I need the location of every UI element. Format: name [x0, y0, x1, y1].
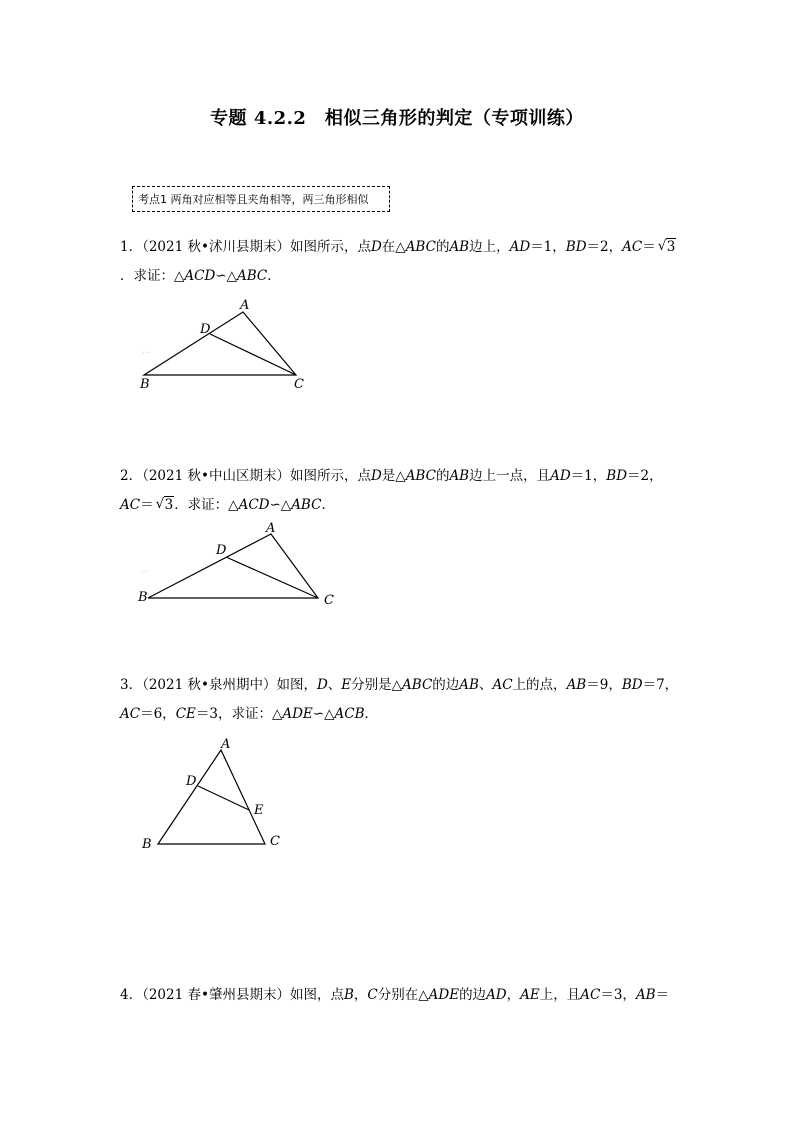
q3-text: ADE	[282, 706, 313, 722]
segment-cd	[210, 334, 296, 375]
q2-source: （2021 秋•中山区期末）	[142, 468, 290, 484]
q3-text: ABC	[402, 677, 433, 693]
q3-text: AC	[120, 706, 141, 722]
triangle-abc	[158, 750, 265, 844]
q1-text: BD	[565, 239, 587, 255]
segment-cd	[226, 557, 318, 598]
q3-text: 、	[478, 677, 493, 693]
q4-number: 4．	[120, 987, 143, 1003]
triangle-abc	[148, 534, 318, 598]
q2-text: ∽△	[269, 497, 292, 513]
q4-text: 分别在△	[377, 987, 429, 1003]
label-a: A	[266, 521, 276, 536]
q1-text: 边上，	[469, 239, 510, 255]
watermark: ...	[140, 565, 149, 575]
q1-text: ∽△	[215, 268, 237, 284]
label-a: A	[240, 298, 250, 313]
q3-text: 上的点，	[512, 677, 567, 693]
q4-text: ，	[506, 987, 521, 1003]
q3-text: 分别是△	[351, 677, 403, 693]
q2-text: ABC	[405, 468, 436, 484]
q4-text: 的边	[459, 987, 487, 1003]
q3-text: AB	[566, 677, 587, 693]
q3-text: E	[341, 677, 352, 693]
q4-text: ADE	[428, 987, 460, 1003]
figure-2	[128, 520, 348, 615]
q2-text: 如图所示，点	[289, 468, 371, 484]
q4-text: ，	[353, 987, 368, 1003]
q3-text: AB	[459, 677, 479, 693]
q1-text: AD	[509, 239, 531, 255]
q1-text: 的	[435, 239, 450, 255]
q2-number: 2．	[120, 468, 143, 484]
q3-text: 、	[327, 677, 342, 693]
q3-text: ∽△	[312, 706, 335, 722]
q1-text: ＝1，	[530, 239, 566, 255]
topic-box: 考点1 两角对应相等且夹角相等，两三角形相似	[132, 186, 390, 212]
label-a: A	[221, 737, 231, 752]
q2-text: ．	[321, 497, 335, 513]
q1-text: D	[370, 239, 382, 255]
q2-text: BD	[606, 468, 628, 484]
label-b: B	[142, 837, 152, 852]
q4-text: ＝	[655, 987, 670, 1003]
q1-text: AB	[449, 239, 470, 255]
label-d: D	[216, 543, 227, 558]
q1-text: 如图所示，点	[289, 239, 371, 255]
figure-3	[136, 733, 296, 853]
q1-number: 1．	[120, 239, 143, 255]
q1-text: 在△	[381, 239, 406, 255]
q3-text: ＝9，	[586, 677, 622, 693]
q3-text: AC	[492, 677, 513, 693]
q4-text: AD	[486, 987, 507, 1003]
label-d: D	[186, 774, 197, 789]
q1-text: ABC	[237, 268, 268, 284]
q1-text: ABC	[405, 239, 436, 255]
q1-text: ＝	[642, 239, 656, 255]
q4-text: C	[367, 987, 378, 1003]
q2-text: ＝2，	[627, 468, 663, 484]
segment-de	[198, 786, 249, 810]
q2-text: D	[370, 468, 382, 484]
q3-text: ＝3，求证：△	[195, 706, 283, 722]
q2-text: 边上一点，且	[469, 468, 551, 484]
label-c: C	[324, 593, 334, 608]
sqrt-symbol: √ 3	[155, 496, 174, 513]
q3-source: （2021 秋•泉州期中）	[142, 677, 277, 693]
q2-text: AC	[120, 497, 141, 513]
label-d: D	[200, 322, 211, 337]
q4-text: AB	[635, 987, 656, 1003]
q4-text: 如图，点	[289, 987, 344, 1003]
label-c: C	[270, 834, 280, 849]
q4-text: AC	[580, 987, 601, 1003]
q2-text: AB	[449, 468, 470, 484]
question-1	[120, 233, 680, 291]
label-e: E	[254, 803, 264, 818]
q3-text: CE	[175, 706, 196, 722]
q1-text: ．	[267, 268, 281, 284]
q1-text: ．求证：△	[120, 268, 185, 284]
q4-source: （2021 春•肇州县期末）	[142, 987, 290, 1003]
q3-text: ACB	[334, 706, 365, 722]
label-b: B	[140, 377, 150, 392]
q3-number: 3．	[120, 677, 143, 693]
q3-text: BD	[621, 677, 643, 693]
q3-text: 的边	[432, 677, 460, 693]
q2-text: 是△	[381, 468, 406, 484]
q4-text: AE	[520, 987, 540, 1003]
q4-text: ＝3，	[600, 987, 636, 1003]
figure-1	[130, 295, 330, 395]
q2-text: ABC	[291, 497, 322, 513]
question-2	[120, 462, 680, 520]
q1-text: AC	[622, 239, 643, 255]
q2-text: ACD	[238, 497, 270, 513]
q3-text: D	[316, 677, 328, 693]
q2-text: ＝1，	[570, 468, 607, 484]
triangle-abc	[144, 312, 296, 375]
q3-text: ．	[364, 706, 378, 722]
page-title: 专题 4.2.2 相似三角形的判定（专项训练）	[210, 108, 584, 129]
sqrt-symbol: √ 3	[657, 238, 676, 255]
question-4	[120, 981, 680, 1010]
q4-text: B	[343, 987, 354, 1003]
q4-text: 上，且	[539, 987, 581, 1003]
q2-text: ＝	[140, 497, 154, 513]
q3-text: ＝6，	[140, 706, 176, 722]
q2-text: AD	[550, 468, 571, 484]
q1-text: ACD	[184, 268, 216, 284]
q2-text: ．求证：△	[174, 497, 239, 513]
label-c: C	[294, 377, 304, 392]
q3-text: ＝7，	[642, 677, 679, 693]
question-3	[120, 671, 680, 729]
label-b: B	[138, 590, 148, 605]
q1-text: ＝2，	[586, 239, 623, 255]
q1-source: （2021 秋•沭川县期末）	[142, 239, 290, 255]
watermark: ...	[142, 346, 151, 356]
q2-text: 的	[435, 468, 450, 484]
q3-text: 如图，	[276, 677, 317, 693]
